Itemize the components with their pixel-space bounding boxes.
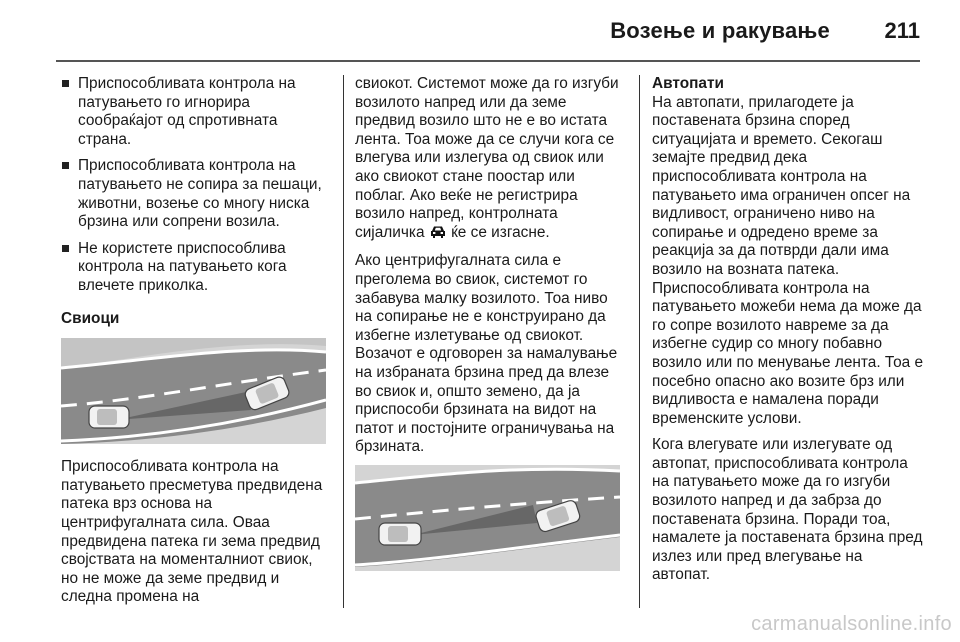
bullet-square-icon xyxy=(62,80,69,87)
bullet-item xyxy=(61,157,329,231)
body-paragraph xyxy=(355,75,625,244)
bullet-item xyxy=(61,240,329,296)
section-heading-curves: Свиоци xyxy=(61,309,120,327)
column-middle xyxy=(355,75,625,585)
body-paragraph: На автопати, прилагодете ја поставената брзина според ситуацијата и времето. Секогаш земајте предвид дека приспособливата контрола на патувањето има ограничен опсег на видливост, ограничено ниво на сопирање и одредено време за реакција за да потврди дали има возило на возната патека. Приспособливата контрола на патувањето можеби нема да може да го сопре возилото навреме за да избегне судир со многу побавно возило или по менување лента. Тоа е посебно опасно ако возите брз или видливоста е намалена поради временските услови. xyxy=(652,93,924,427)
body-paragraph: Ако центрифугалната сила е преголема во свиок, системот го забавува малку возилото. Тоа ниво на сопирање не е конструирано да избегне излетување од свиокот. Возачот е одговорен за намалување на избраната брзина пред да влезе во свиок и, општо земено, да ја приспособи брзината на видот на патот и постојните ограничувања на брзината. xyxy=(355,252,618,456)
paragraph-text: ќе се изгасне. xyxy=(451,223,550,241)
curve-illustration xyxy=(61,338,326,444)
bullet-text: Приспособливата контрола на патувањето го игнорира сообраќајот од спротивната страна. xyxy=(78,75,296,148)
column-right xyxy=(652,75,924,593)
bullet-text: Не користете приспособлива контрола на патувањето кога влечете приколка. xyxy=(78,239,287,294)
car-front-icon xyxy=(430,225,446,245)
header-rule xyxy=(56,60,920,62)
column-divider xyxy=(639,75,640,608)
bullet-text: Приспособливата контрола на патувањето не сопира за пешаци, животни, возење со многу ниска брзина или сопрени возила. xyxy=(78,157,322,231)
page-number: 211 xyxy=(884,18,920,43)
paragraph-text: свиокот. Системот може да го изгуби возилото напред или да земе предвид возило што не е во истата лента. Тоа може да се случи кога се влегува или излегува од свиок или ако свиокот стане поостар или поблаг. Ако веќе не регистрира возило напред, контролната сијаличка xyxy=(355,75,619,241)
watermark: carmanualsonline.info xyxy=(751,613,952,635)
page-section-title: Возење и ракување xyxy=(610,18,830,43)
curve-illustration xyxy=(355,465,620,571)
bullet-square-icon xyxy=(62,162,69,169)
bullet-item xyxy=(61,75,329,149)
body-paragraph: Кога влегувате или излегувате од автопат, приспособливата контрола на патувањето може да го изгуби возилото напред и да забрза до поставената брзина. Поради тоа, намалете ја поставената брзина пред излез или пред влегување на автопат. xyxy=(652,436,923,584)
column-divider xyxy=(343,75,344,608)
column-left xyxy=(61,75,329,615)
body-paragraph: Приспособливата контрола на патувањето пресметува предвидена патека врз основа на центрифугалната сила. Оваа предвидена патека ги зема предвид својствата на моменталниот свиок, но не може да земе предвид и следна промена на xyxy=(61,458,323,606)
section-heading-highways: Автопати xyxy=(652,75,724,92)
bullet-square-icon xyxy=(62,245,69,252)
